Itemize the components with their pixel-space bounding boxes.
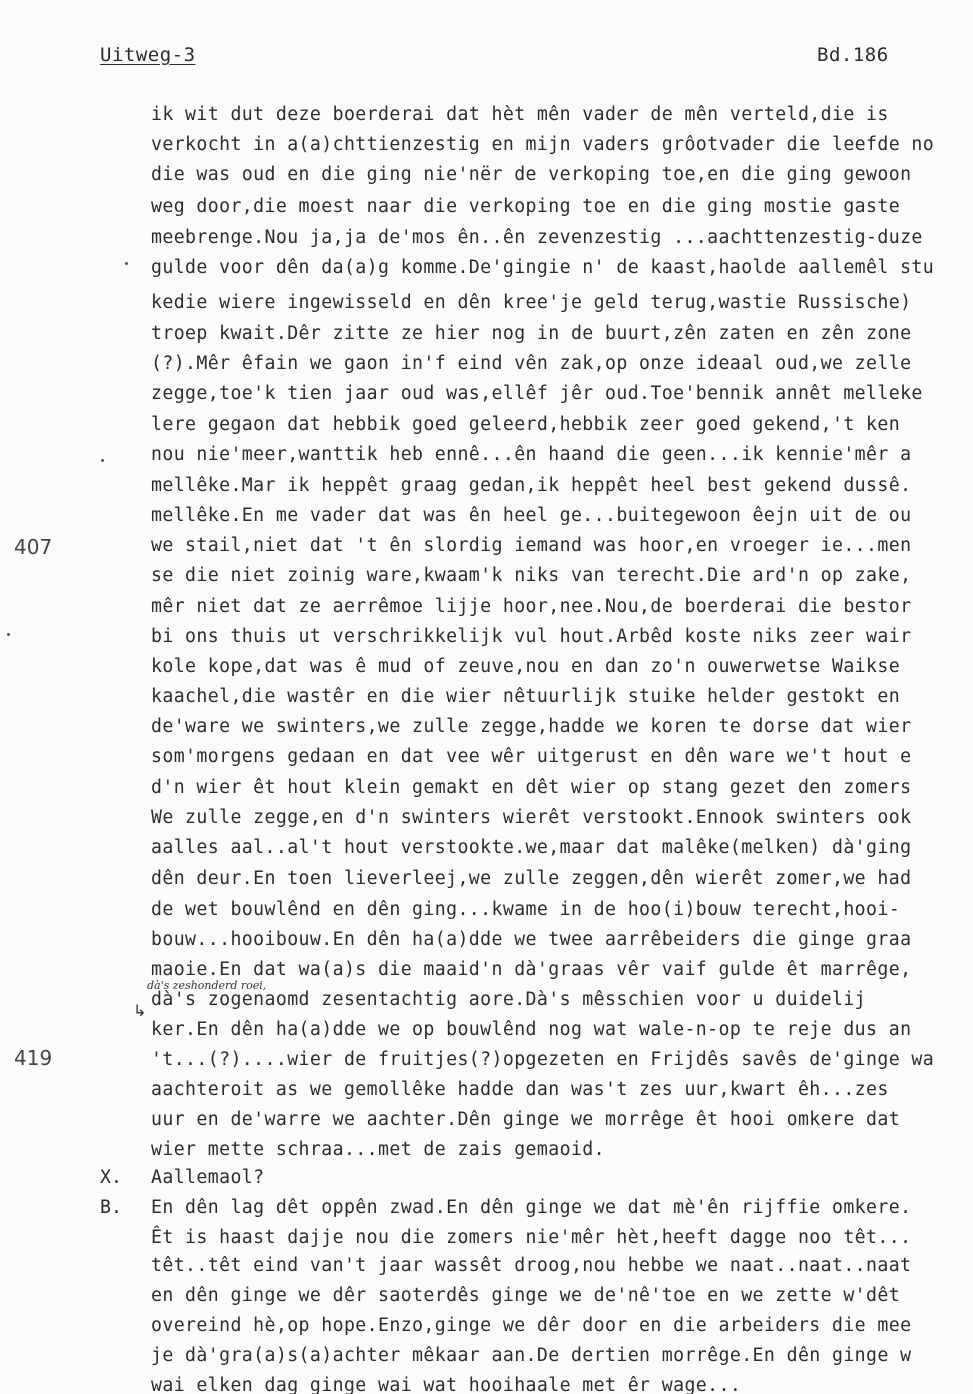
transcript-line: uur en de'warre we aachter.Dên ginge we morrêge êt hooi omkere dat: [151, 1109, 901, 1130]
transcript-line: de'ware we swinters,we zulle zegge,hadde we koren te dorse dat wier: [151, 716, 912, 737]
transcript-line: meebrenge.Nou ja,ja de'mos ên..ên zevenzestig ...aachttenzestig-duze: [151, 227, 923, 248]
transcript-line: mellêke.En me vader dat was ên heel ge...buitegewoon êejn uit de ou: [151, 505, 912, 526]
transcript-line: we stail,niet dat 't ên slordig iemand was hoor,en vroeger ie...men: [151, 535, 912, 556]
margin-number: 419: [14, 1046, 53, 1070]
margin-number: 407: [14, 535, 53, 559]
transcript-line: kedie wiere ingewisseld en dên kree'je geld terug,wastie Russische): [151, 292, 912, 313]
transcript-line: Aallemaol?: [151, 1167, 265, 1188]
speaker-label: B.: [100, 1197, 122, 1218]
transcript-line: je dà'gra(a)s(a)achter mêkaar aan.De dertien morrêge.En dên ginge w: [151, 1345, 912, 1366]
insert-arrow-icon: ↳: [133, 1001, 147, 1020]
transcript-line: zegge,toe'k tien jaar oud was,ellêf jêr oud.Toe'bennik annêt melleke: [151, 383, 923, 404]
transcript-line: overeind hè,op hope.Enzo,ginge we dêr door en die arbeiders die mee: [151, 1315, 912, 1336]
transcript-line: We zulle zegge,en d'n swinters wierêt verstookt.Ennook swinters ook: [151, 807, 912, 828]
transcript-line: ik wit dut deze boerderai dat hèt mên vader de mên verteld,die is: [151, 104, 889, 125]
transcript-line: aalles aal..al't hout verstookte.we,maar dat malêke(melken) dà'ging: [151, 837, 912, 858]
margin-dot: [7, 633, 10, 636]
transcript-line: aachteroit as we gemollêke hadde dan was't zes uur,kwart êh...zes: [151, 1079, 889, 1100]
transcript-line: die was oud en die ging nie'nër de verkoping toe,en die ging gewoon: [151, 164, 912, 185]
transcript-line: verkocht in a(a)chttienzestig en mijn vaders grôotvader die leefde no: [151, 134, 935, 155]
transcript-line: gulde voor dên da(a)g komme.De'gingie n' de kaast,haolde aallemêl stu: [151, 257, 935, 278]
transcript-line: mellêke.Mar ik heppêt graag gedan,ik heppêt heel best gekend dussê.: [151, 475, 912, 496]
speaker-label: X.: [100, 1167, 122, 1188]
transcript-line: som'morgens gedaan en dat vee wêr uitgerust en dên ware we't hout e: [151, 746, 912, 767]
transcript-line: bouw...hooibouw.En dên ha(a)dde we twee aarrêbeiders die ginge graa: [151, 929, 912, 950]
transcript-line: (?).Mêr êfain we gaon in'f eind vên zak,op onze ideaal oud,we zelle: [151, 353, 912, 374]
transcript-line: maoie.En dat wa(a)s die maaid'n dà'graas vêr vaif gulde êt marrêge,: [151, 959, 912, 980]
transcript-line: lere gegaon dat hebbik goed geleerd,hebbik zeer goed gekend,'t ken: [151, 414, 901, 435]
header-page-ref: Bd.186: [817, 44, 889, 66]
transcript-line: têt..têt eind van't jaar wassêt droog,nou hebbe we naat..naat..naat: [151, 1255, 912, 1276]
transcript-line: wier mette schraa...met de zais gemaoid.: [151, 1139, 605, 1160]
transcript-line: mêr niet dat ze aerrêmoe lijje hoor,nee.Nou,de boerderai die bestor: [151, 596, 912, 617]
transcript-line: dên deur.En toen lieverleej,we zulle zeggen,dên wierêt zomer,we had: [151, 868, 912, 889]
transcript-line: nou nie'meer,wanttik heb ennê...ên haand die geen...ik kennie'mêr a: [151, 444, 912, 465]
transcript-line: 't...(?)....wier de fruitjes(?)opgezeten en Frijdês savês de'ginge wa: [151, 1049, 935, 1070]
header-title: Uitweg-3: [100, 44, 196, 66]
margin-dot: [101, 459, 104, 462]
transcript-line: bi ons thuis ut verschrikkelijk vul hout.Arbêd koste niks zeer wair: [151, 626, 912, 647]
margin-dot: [125, 262, 128, 265]
transcript-line: weg door,die moest naar die verkoping toe en die ging mostie gaste: [151, 196, 901, 217]
transcript-line: en dên ginge we dêr saoterdês ginge we de'nê'toe en we zette w'dêt: [151, 1285, 901, 1306]
transcript-line: ker.En dên ha(a)dde we op bouwlênd nog wat wale-n-op te reje dus an: [151, 1019, 912, 1040]
transcript-line: de wet bouwlênd en dên ging...kwame in de hoo(i)bouw terecht,hooi-: [151, 899, 901, 920]
transcript-line: dà's zogenaomd zesentachtig aore.Dà's mêsschien voor u duidelij: [151, 989, 867, 1010]
transcript-line: kaachel,die wastêr en die wier nêtuurlijk stuike helder gestokt en: [151, 686, 901, 707]
transcript-line: troep kwait.Dêr zitte ze hier nog in de buurt,zên zaten en zên zone: [151, 323, 912, 344]
transcript-line: kole kope,dat was ê mud of zeuve,nou en dan zo'n ouwerwetse Waikse: [151, 656, 901, 677]
transcript-line: Êt is haast dajje nou die zomers nie'mêr hèt,heeft dagge noo têt...: [151, 1227, 912, 1248]
transcript-line: wai elken dag ginge wai wat hooihaale met êr wage...: [151, 1375, 742, 1394]
transcript-line: d'n wier êt hout klein gemakt en dêt wier op stang gezet den zomers: [151, 777, 912, 798]
transcript-line: En dên lag dêt oppên zwad.En dên ginge we dat mè'ên rijffie omkere.: [151, 1197, 912, 1218]
handwritten-annotation: dà's zeshonderd roei,: [147, 979, 267, 992]
transcript-line: se die niet zoinig ware,kwaam'k niks van terecht.Die ard'n op zake,: [151, 565, 912, 586]
